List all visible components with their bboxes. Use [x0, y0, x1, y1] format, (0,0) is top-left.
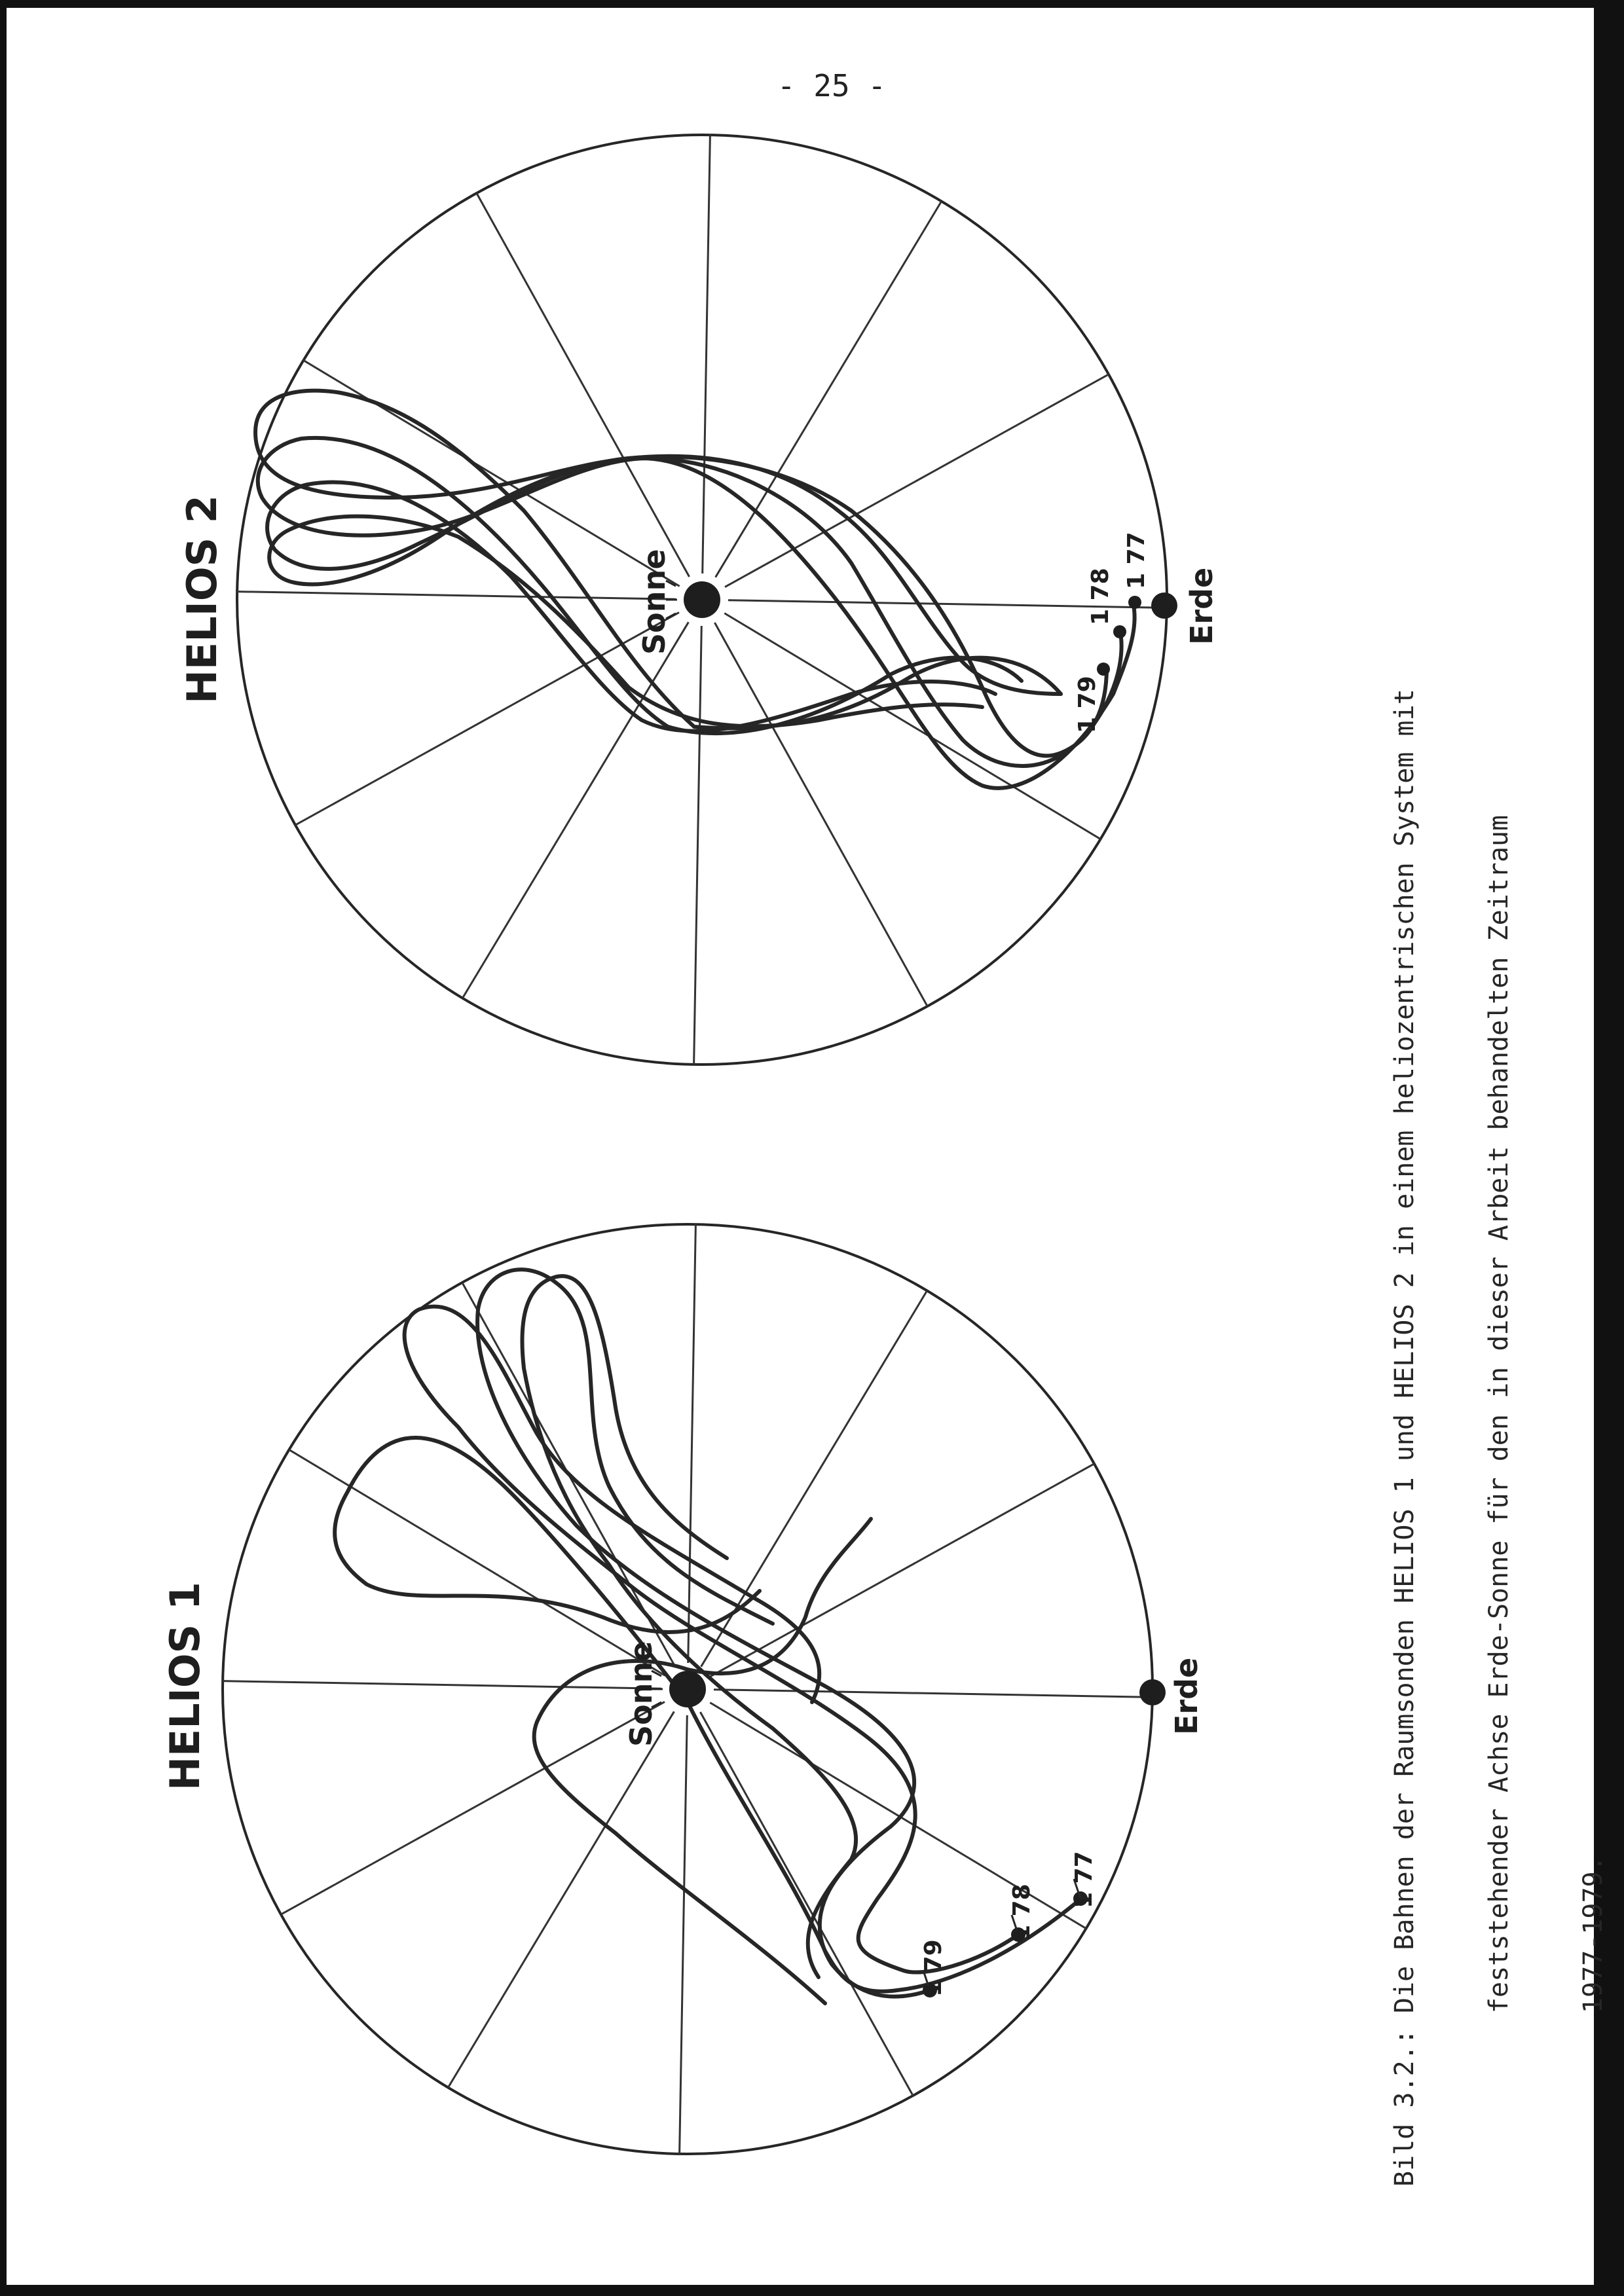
helios-1-sun — [669, 1671, 706, 1707]
helios-2-earth — [1151, 592, 1177, 619]
sector-line — [303, 360, 679, 586]
helios-1-marker-label-79: 1 79 — [920, 1939, 947, 1997]
sector-line — [700, 1712, 913, 2096]
sector-line — [281, 1702, 665, 1914]
caption-line: 1977-1979. — [1578, 1855, 1608, 2187]
sector-line — [448, 1711, 674, 2087]
helios-1-title: HELIOS 1 — [161, 1582, 209, 1791]
helios-2-marker-dot — [1113, 625, 1126, 638]
caption-line: feststehender Achse Erde-Sonne für den in dieser Arbeit behandelten Zeitraum — [1484, 814, 1514, 2187]
sector-line — [714, 623, 927, 1006]
sector-line — [694, 626, 702, 1065]
caption-line: Bild 3.2.: Die Bahnen der Raumsonden HELIOS 1 und HELIOS 2 in einem heliozentrischen System mit — [1390, 689, 1420, 2187]
helios-2-sun-label: Sonne — [637, 549, 672, 655]
sector-line — [477, 193, 690, 577]
sector-line — [237, 592, 676, 600]
sector-line — [714, 1690, 1153, 1698]
sector-line — [688, 1224, 696, 1663]
helios-2-marker-label-79: 1 79 — [1074, 676, 1101, 733]
sector-line — [703, 135, 710, 574]
page-number: - 25 - — [777, 68, 887, 103]
sector-line — [223, 1681, 661, 1689]
helios-2-panel — [237, 135, 1177, 1065]
sector-line — [716, 201, 942, 577]
sector-line — [462, 622, 688, 998]
helios-2-marker-label-78: 1 78 — [1087, 568, 1114, 625]
sector-line — [680, 1715, 688, 2154]
helios-2-marker-dot — [1128, 596, 1141, 609]
sector-line — [710, 1464, 1094, 1677]
figure-caption — [1326, 288, 1624, 2187]
helios-2-earth-label: Erde — [1184, 567, 1219, 645]
helios-1-earth-label: Erde — [1169, 1657, 1204, 1735]
sector-line — [725, 374, 1109, 587]
helios-1-orbit-paths — [335, 1269, 1077, 2003]
helios-2-sun — [684, 581, 720, 618]
helios-1-marker-label-78: 1 78 — [1008, 1884, 1035, 1941]
helios-1-marker-label-77: 1 77 — [1071, 1851, 1098, 1908]
helios-2-marker-label-77: 1 77 — [1123, 532, 1150, 589]
helios-1-panel — [223, 1224, 1166, 2154]
helios-1-earth — [1139, 1679, 1166, 1705]
helios-2-title: HELIOS 2 — [178, 495, 226, 704]
helios-2-marker-dot — [1097, 663, 1110, 676]
helios-1-sun-label: Sonne — [623, 1641, 659, 1747]
